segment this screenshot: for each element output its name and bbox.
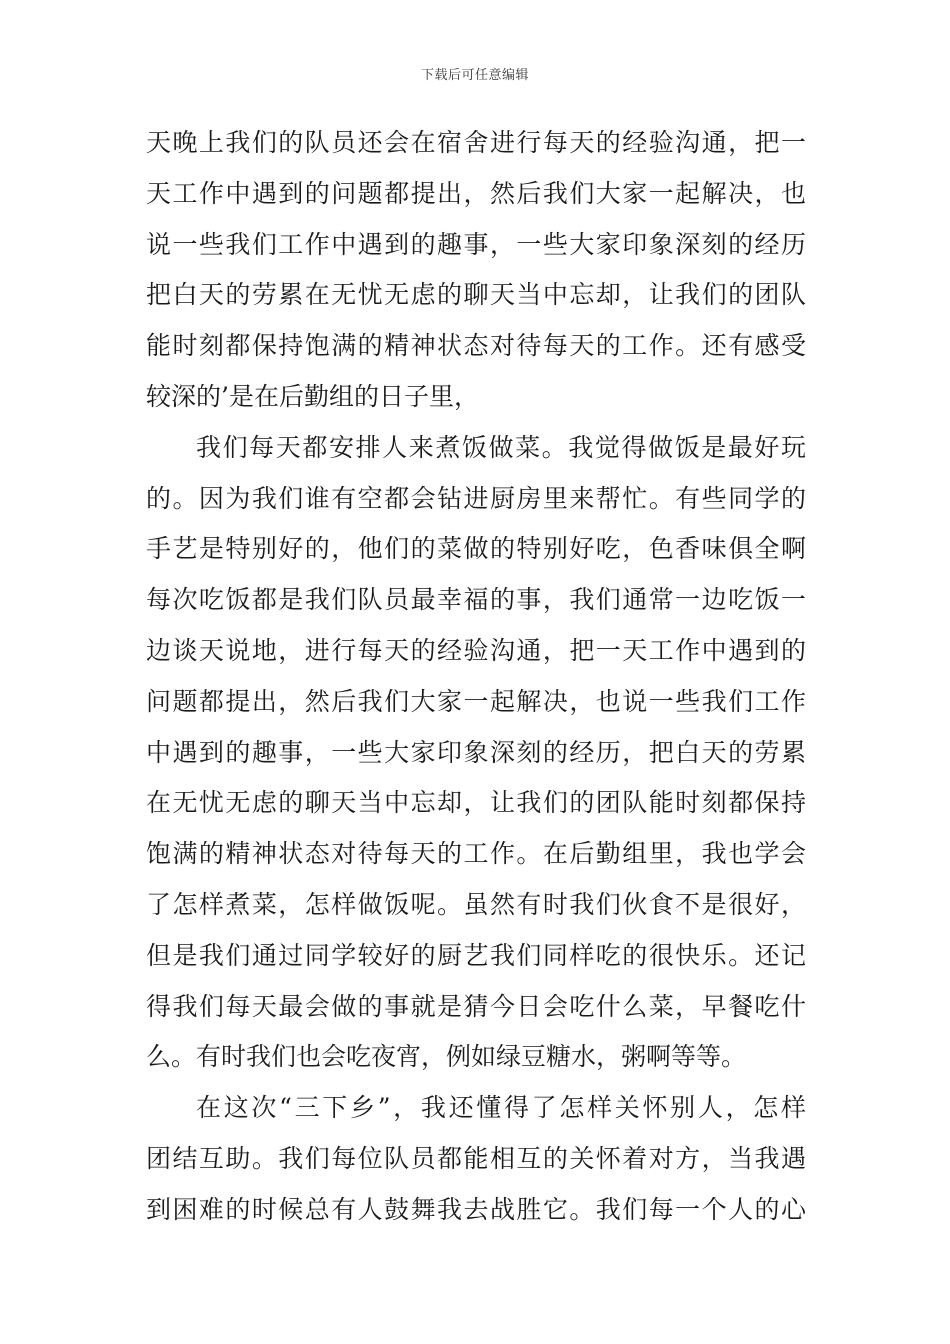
text-line: 天工作中遇到的问题都提出，然后我们大家一起解决，也 [146,178,806,208]
text-line: 能时刻都保持饱满的精神状态对待每天的工作。还有感受 [146,331,806,361]
text-line: 在这次“三下乡”，我还懂得了怎样关怀别人，怎样 [196,1093,806,1123]
text-line: 中遇到的趣事，一些大家印象深刻的经历，把白天的劳累 [146,737,806,767]
text-line: 天晚上我们的队员还会在宿舍进行每天的经验沟通，把一 [146,128,806,157]
text-line: 把白天的劳累在无忧无虑的聊天当中忘却，让我们的团队 [146,280,806,310]
text-line: 么。有时我们也会吃夜宵，例如绿豆糖水，粥啊等等。 [146,1042,747,1072]
text-line: 每次吃饭都是我们队员最幸福的事，我们通常一边吃饭一 [146,585,806,615]
text-line: 但是我们通过同学较好的厨艺我们同样吃的很快乐。还记 [146,940,806,970]
text-line: 饱满的精神状态对待每天的工作。在后勤组里，我也学会 [146,839,806,869]
text-line: 到困难的时候总有人鼓舞我去战胜它。我们每一个人的心 [146,1194,806,1224]
text-line: 手艺是特别好的，他们的菜做的特别好吃，色香味俱全啊 [146,534,806,564]
text-line: 在无忧无虑的聊天当中忘却，让我们的团队能时刻都保持 [146,788,806,818]
text-line: 问题都提出，然后我们大家一起解决，也说一些我们工作 [146,686,806,716]
text-line: 说一些我们工作中遇到的趣事，一些大家印象深刻的经历 [146,229,806,259]
text-line: 得我们每天最会做的事就是猜今日会吃什么菜，早餐吃什 [146,991,806,1021]
header-note: 下载后可任意编辑 [420,68,529,83]
text-line: 我们每天都安排人来煮饭做菜。我觉得做饭是最好玩 [196,432,806,462]
text-line: 的。因为我们谁有空都会钻进厨房里来帮忙。有些同学的 [146,483,806,513]
text-line: 边谈天说地，进行每天的经验沟通，把一天工作中遇到的 [146,635,806,665]
text-line: 较深的’是在后勤组的日子里， [146,381,479,411]
text-line: 了怎样煮菜，怎样做饭呢。虽然有时我们伙食不是很好， [146,889,806,919]
text-line: 团结互助。我们每位队员都能相互的关怀着对方，当我遇 [146,1143,806,1173]
body-text [146,118,806,1236]
